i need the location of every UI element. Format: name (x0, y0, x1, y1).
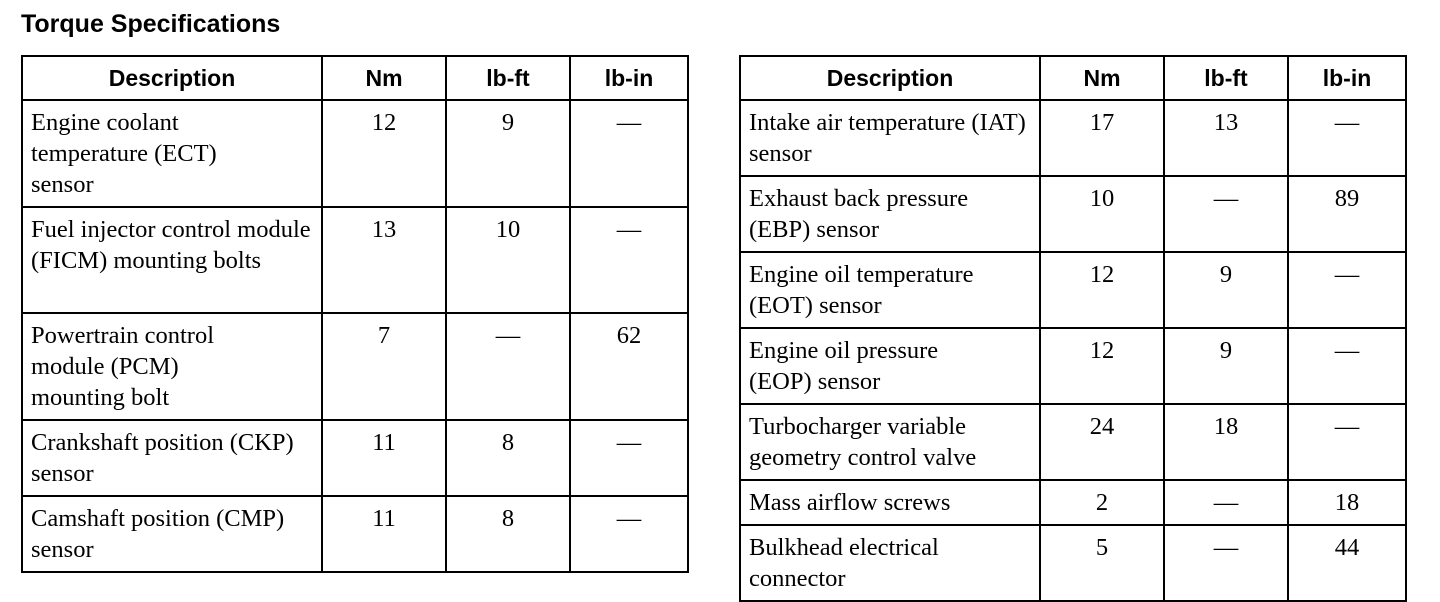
cell-lbft: 13 (1164, 100, 1288, 176)
table-row (22, 313, 688, 420)
cell-nm: 12 (1040, 252, 1164, 328)
cell-nm: 5 (1040, 525, 1164, 601)
cell-lbft: — (1164, 480, 1288, 525)
cell-description: Crankshaft position (CKP) sensor (22, 420, 322, 496)
cell-description: Powertrain control module (PCM) mounting bolt (22, 313, 322, 420)
cell-description: Bulkhead electrical connector (740, 525, 1040, 601)
cell-nm: 12 (1040, 328, 1164, 404)
header-nm: Nm (322, 56, 446, 100)
cell-nm: 11 (322, 420, 446, 496)
cell-description: Fuel injector control module (FICM) mounting bolts (22, 207, 322, 313)
header-nm: Nm (1040, 56, 1164, 100)
cell-lbin: — (570, 496, 688, 572)
cell-nm: 17 (1040, 100, 1164, 176)
cell-lbin: 89 (1288, 176, 1406, 252)
table-row (740, 252, 1406, 328)
table-row (740, 100, 1406, 176)
cell-lbin: — (1288, 404, 1406, 480)
cell-nm: 11 (322, 496, 446, 572)
header-row (22, 56, 688, 100)
table-row (22, 420, 688, 496)
cell-lbft: 9 (1164, 328, 1288, 404)
cell-description: Camshaft position (CMP) sensor (22, 496, 322, 572)
cell-lbft: 9 (446, 100, 570, 207)
cell-description: Engine oil temperature (EOT) sensor (740, 252, 1040, 328)
cell-lbft: — (446, 313, 570, 420)
cell-lbft: 8 (446, 496, 570, 572)
table-row (22, 207, 688, 313)
cell-lbft: 18 (1164, 404, 1288, 480)
cell-lbft: — (1164, 176, 1288, 252)
cell-nm: 12 (322, 100, 446, 207)
cell-lbft: 9 (1164, 252, 1288, 328)
cell-nm: 7 (322, 313, 446, 420)
cell-lbin: 44 (1288, 525, 1406, 601)
cell-lbin: — (570, 207, 688, 313)
cell-lbin: — (1288, 252, 1406, 328)
torque-table-right (739, 55, 1407, 602)
header-row (740, 56, 1406, 100)
cell-lbft: 8 (446, 420, 570, 496)
cell-lbin: — (1288, 100, 1406, 176)
cell-lbin: — (570, 420, 688, 496)
cell-lbin: 62 (570, 313, 688, 420)
header-description: Description (22, 56, 322, 100)
torque-table-left (21, 55, 689, 573)
cell-lbft: 10 (446, 207, 570, 313)
cell-lbft: — (1164, 525, 1288, 601)
cell-description: Exhaust back pressure (EBP) sensor (740, 176, 1040, 252)
table-row (740, 328, 1406, 404)
header-lbin: lb-in (1288, 56, 1406, 100)
cell-nm: 2 (1040, 480, 1164, 525)
cell-description: Mass airflow screws (740, 480, 1040, 525)
header-lbft: lb-ft (446, 56, 570, 100)
header-lbft: lb-ft (1164, 56, 1288, 100)
cell-lbin: — (1288, 328, 1406, 404)
table-row (22, 100, 688, 207)
table-row (740, 176, 1406, 252)
cell-description: Turbocharger variable geometry control valve (740, 404, 1040, 480)
cell-nm: 10 (1040, 176, 1164, 252)
page-title: Torque Specifications (21, 10, 281, 38)
cell-lbin: 18 (1288, 480, 1406, 525)
cell-description: Engine coolant temperature (ECT) sensor (22, 100, 322, 207)
cell-description: Intake air temperature (IAT) sensor (740, 100, 1040, 176)
cell-nm: 24 (1040, 404, 1164, 480)
cell-nm: 13 (322, 207, 446, 313)
table-row (740, 480, 1406, 525)
table-row (740, 404, 1406, 480)
cell-lbin: — (570, 100, 688, 207)
table-row (740, 525, 1406, 601)
table-row (22, 496, 688, 572)
header-description: Description (740, 56, 1040, 100)
cell-description: Engine oil pressure (EOP) sensor (740, 328, 1040, 404)
header-lbin: lb-in (570, 56, 688, 100)
